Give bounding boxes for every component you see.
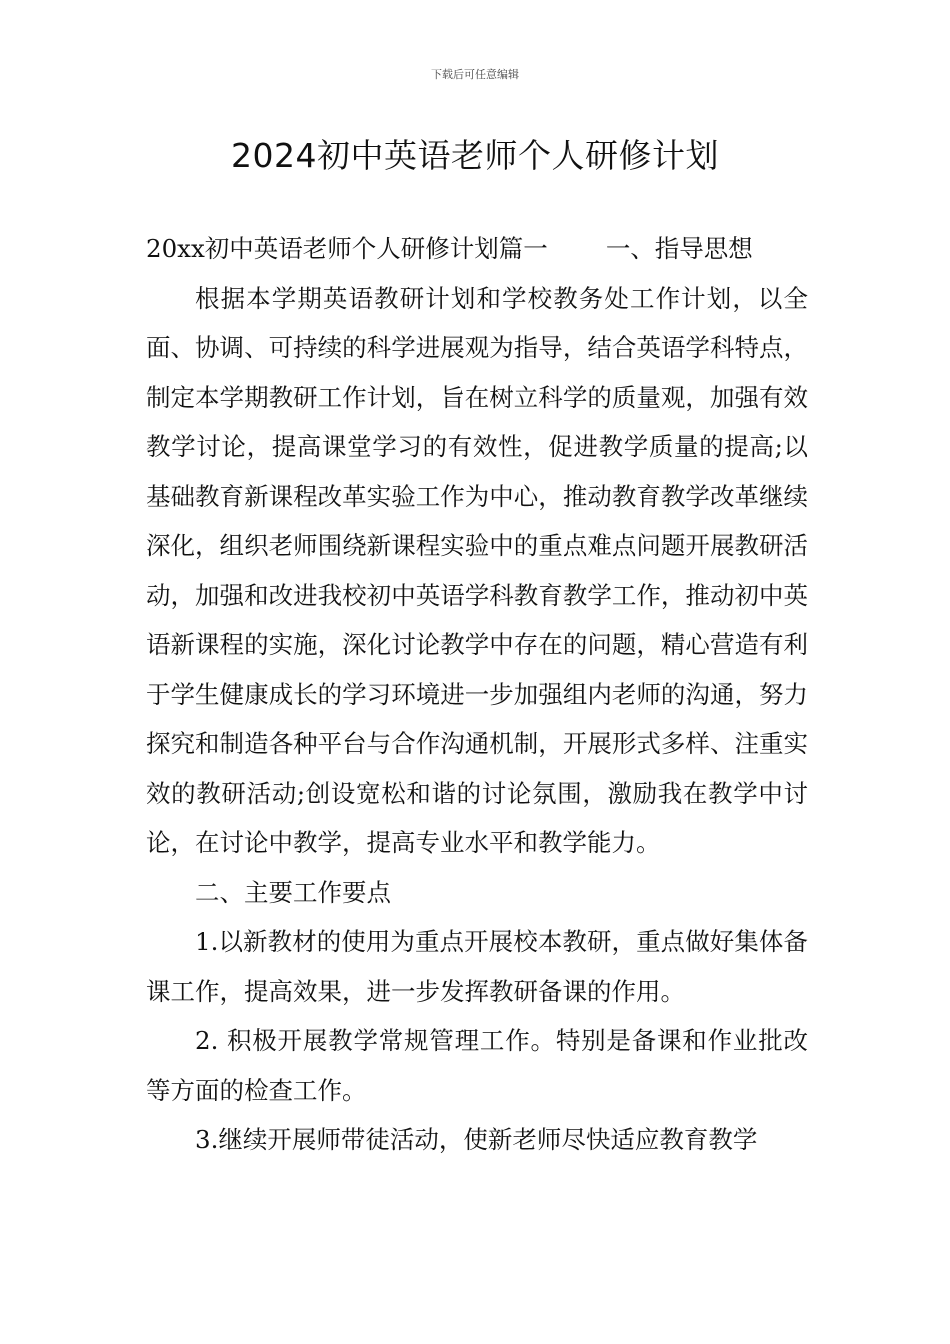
section2-heading: 二、主要工作要点 (195, 877, 391, 907)
guiding-thought-paragraph: 根据本学期英语教研计划和学校教务处工作计划，以全面、协调、可持续的科学进展观为指导，结合英语学科特点，制定本学期教研工作计划，旨在树立科学的质量观，加强有效教学讨论，提高课堂学习的有效性，促进教学质量的提高;以基础教育新课程改革实验工作为中心，推动教育教学改革继续深化，组织老师围绕新课程实验中的重点难点问题开展教研活动，加强和改进我校初中英语学科教育教学工作，推动初中英语新课程的实施，深化讨论教学中存在的问题，精心营造有利于学生健康成长的学习环境进一步加强组内老师的沟通，努力探究和制造各种平台与合作沟通机制，开展形式多样、注重实效的教研活动;创设宽松和谐的讨论氛围，激励我在教学中讨论，在讨论中教学，提高专业水平和教学能力。 (146, 283, 808, 857)
work-item-2: 2. 积极开展教学常规管理工作。特别是备课和作业批改等方面的检查工作。 (146, 1026, 808, 1105)
header-note: 下载后可任意编辑 (431, 68, 519, 81)
work-item-3: 3.继续开展师带徒活动，使新老师尽快适应教育教学 (195, 1125, 758, 1154)
intro-line (146, 224, 808, 274)
intro-heading: 20xx初中英语老师个人研修计划篇一 (146, 234, 548, 263)
section1-heading: 一、指导思想 (605, 234, 753, 263)
work-item-1: 1.以新教材的使用为重点开展校本教研，重点做好集体备课工作，提高效果，进一步发挥教研备课的作用。 (146, 927, 808, 1006)
document-title: 2024初中英语老师个人研修计划 (231, 136, 719, 175)
document-body (146, 224, 808, 1165)
